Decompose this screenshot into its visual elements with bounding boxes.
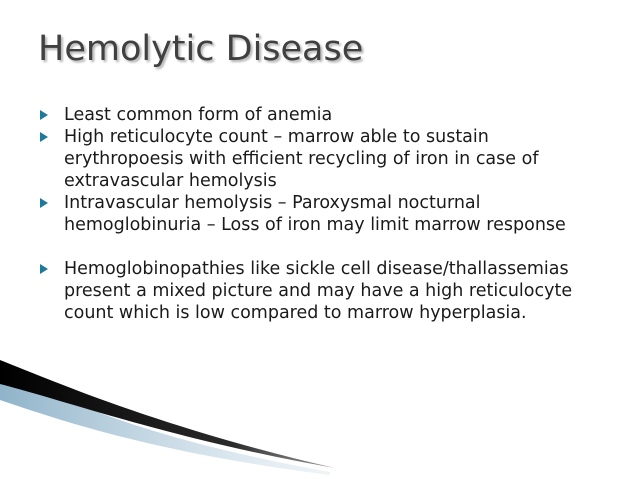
triangle-right-icon	[40, 264, 48, 274]
slide-title: Hemolytic Disease	[38, 29, 364, 69]
bullet-item	[38, 192, 598, 236]
bullet-text: Hemoglobinopathies like sickle cell disease/thallassemias present a mixed picture and may have a high reticulocyte count which is low compared to marrow hyperplasia.	[64, 259, 573, 323]
triangle-right-icon	[40, 198, 48, 208]
bullet-item	[38, 258, 598, 324]
bullet-text: Intravascular hemolysis – Paroxysmal nocturnal hemoglobinuria – Loss of iron may limit marrow response	[64, 193, 566, 235]
decorative-swoosh	[0, 360, 340, 479]
bullet-text: High reticulocyte count – marrow able to sustain erythropoesis with efficient recycling of iron in case of extravascular hemolysis	[64, 127, 539, 191]
bullet-item	[38, 104, 598, 126]
triangle-right-icon	[40, 132, 48, 142]
bullet-item	[38, 126, 598, 192]
bullet-list	[38, 104, 598, 324]
bullet-text: Least common form of anemia	[64, 105, 333, 125]
triangle-right-icon	[40, 110, 48, 120]
